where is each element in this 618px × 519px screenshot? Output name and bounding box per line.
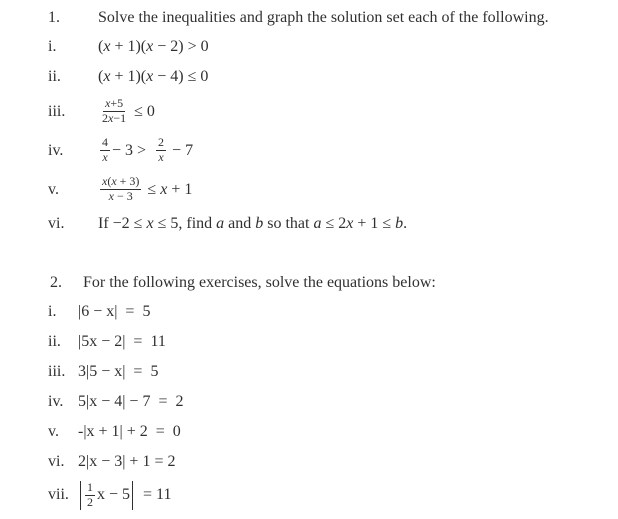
math-variable: x [346,215,354,232]
math-variable: x [103,38,111,55]
math-text: If −2 ≤ [98,215,147,232]
math-expression [98,68,208,86]
math-variable: a [313,215,322,232]
exercise-row [48,92,614,131]
fraction-numerator [100,175,141,190]
fraction-numerator [156,136,166,151]
math-text: −1 [113,111,127,125]
math-text: + 1 ≤ [353,215,396,232]
absolute-value-bar [132,481,133,510]
math-text: ≤ [143,180,161,198]
math-variable: x [111,174,117,189]
exercise-row [48,170,614,209]
math-variable: x [102,150,108,164]
exercise-row [48,417,614,447]
fraction [85,481,95,510]
math-variable: x [146,68,154,85]
math-text: − 3 [113,189,133,203]
fraction [100,175,141,204]
fraction-denominator [156,151,165,165]
math-text: − 3 > [112,141,155,159]
item-label: iii. [48,102,66,120]
math-text: ( [98,68,104,85]
math-variable: x [102,174,108,189]
fraction-denominator [100,112,128,126]
math-variable: x [108,189,114,203]
math-text: + 1 [167,180,193,198]
math-text: − 2) > 0 [153,38,209,55]
item-label: iv. [48,141,64,159]
math-expression [78,481,171,510]
math-expression [78,333,166,351]
fraction [100,97,128,126]
math-text: + 1)( [110,68,147,85]
item-label: i. [48,303,57,320]
item-label: vii. [48,486,69,503]
exercise-row [48,297,614,327]
absolute-value-bar [80,481,81,510]
item-label: ii. [48,333,61,350]
section-heading: Solve the inequalities and graph the solution set each of the following. [98,9,549,26]
math-text: 3|5 − x| = 5 [78,363,159,380]
exercise-row [48,477,614,513]
math-text: ≤ 2 [321,215,347,232]
fraction-denominator [85,496,95,510]
math-text: |5x − 2| = 11 [78,333,166,350]
math-text: − 4) ≤ 0 [153,68,209,85]
math-variable: x [146,215,154,232]
math-variable: b [255,215,264,232]
item-label: v. [48,423,59,440]
math-variable: x [158,150,164,164]
math-expression [98,136,193,165]
item-label: vi. [48,215,65,232]
math-expression [78,453,175,471]
math-expression [98,38,209,56]
section-items [48,297,614,513]
exercise-row [48,209,614,239]
math-text: 2 [87,494,93,509]
math-text: +5 [110,96,124,111]
math-text: 5|x − 4| − 7 = 2 [78,393,184,410]
math-text: + 3) [116,174,140,189]
section-number: 2. [50,274,62,291]
exercise-row [48,447,614,477]
fraction [156,136,166,165]
math-variable: b [395,215,404,232]
math-text: 4 [102,135,108,150]
math-expression [78,363,158,381]
section-heading: For the following exercises, solve the equations below: [83,274,436,291]
math-variable: x [105,96,111,111]
section-number: 1. [48,9,60,26]
exercise-row [48,131,614,170]
math-variable: a [216,215,225,232]
math-expression [98,215,407,233]
math-variable: x [146,38,154,55]
exercise-row [48,62,614,92]
item-label: v. [48,180,59,198]
math-variable: x [103,68,111,85]
fraction-numerator [85,481,95,496]
fraction-numerator [100,136,110,151]
exercise-row [48,357,614,387]
math-expression [78,393,183,411]
math-variable: x [160,180,168,198]
math-text: 1 [87,479,93,494]
section-inequalities [48,4,614,239]
math-text: ≤ 5, find [153,215,217,232]
math-text: so that [263,215,314,232]
fraction-numerator [103,97,125,112]
math-text: ≤ 0 [130,102,155,120]
item-label: vi. [48,453,65,470]
exercise-row [48,327,614,357]
math-text: ( [98,38,104,55]
math-text: + 1)( [110,38,147,55]
math-text: − 7 [168,141,194,159]
section-equations [48,269,614,513]
exercise-row [48,387,614,417]
math-text: = 11 [135,486,172,503]
exercise-row [48,32,614,62]
math-text: |6 − x| = 5 [78,303,151,320]
math-expression [78,423,181,441]
item-label: iii. [48,363,66,380]
section-heading-row [48,4,614,32]
fraction-denominator [100,151,109,165]
item-label: ii. [48,68,61,85]
math-expression [78,303,150,321]
section-heading-row [48,269,614,297]
math-expression [98,175,192,204]
math-text: 2 [102,111,108,125]
math-variable: x [108,111,114,125]
math-expression [98,97,155,126]
math-text: and [224,215,256,232]
math-text: x − 5 [97,486,131,503]
math-text: . [403,215,408,232]
item-label: iv. [48,393,64,410]
math-text: ( [107,174,112,189]
section-items [48,32,614,239]
fraction-denominator [107,190,135,204]
math-text: 2 [158,135,165,150]
item-label: i. [48,38,57,55]
fraction [100,136,110,165]
math-text: -|x + 1| + 2 = 0 [78,423,181,440]
math-text: 2|x − 3| + 1 = 2 [78,453,176,470]
